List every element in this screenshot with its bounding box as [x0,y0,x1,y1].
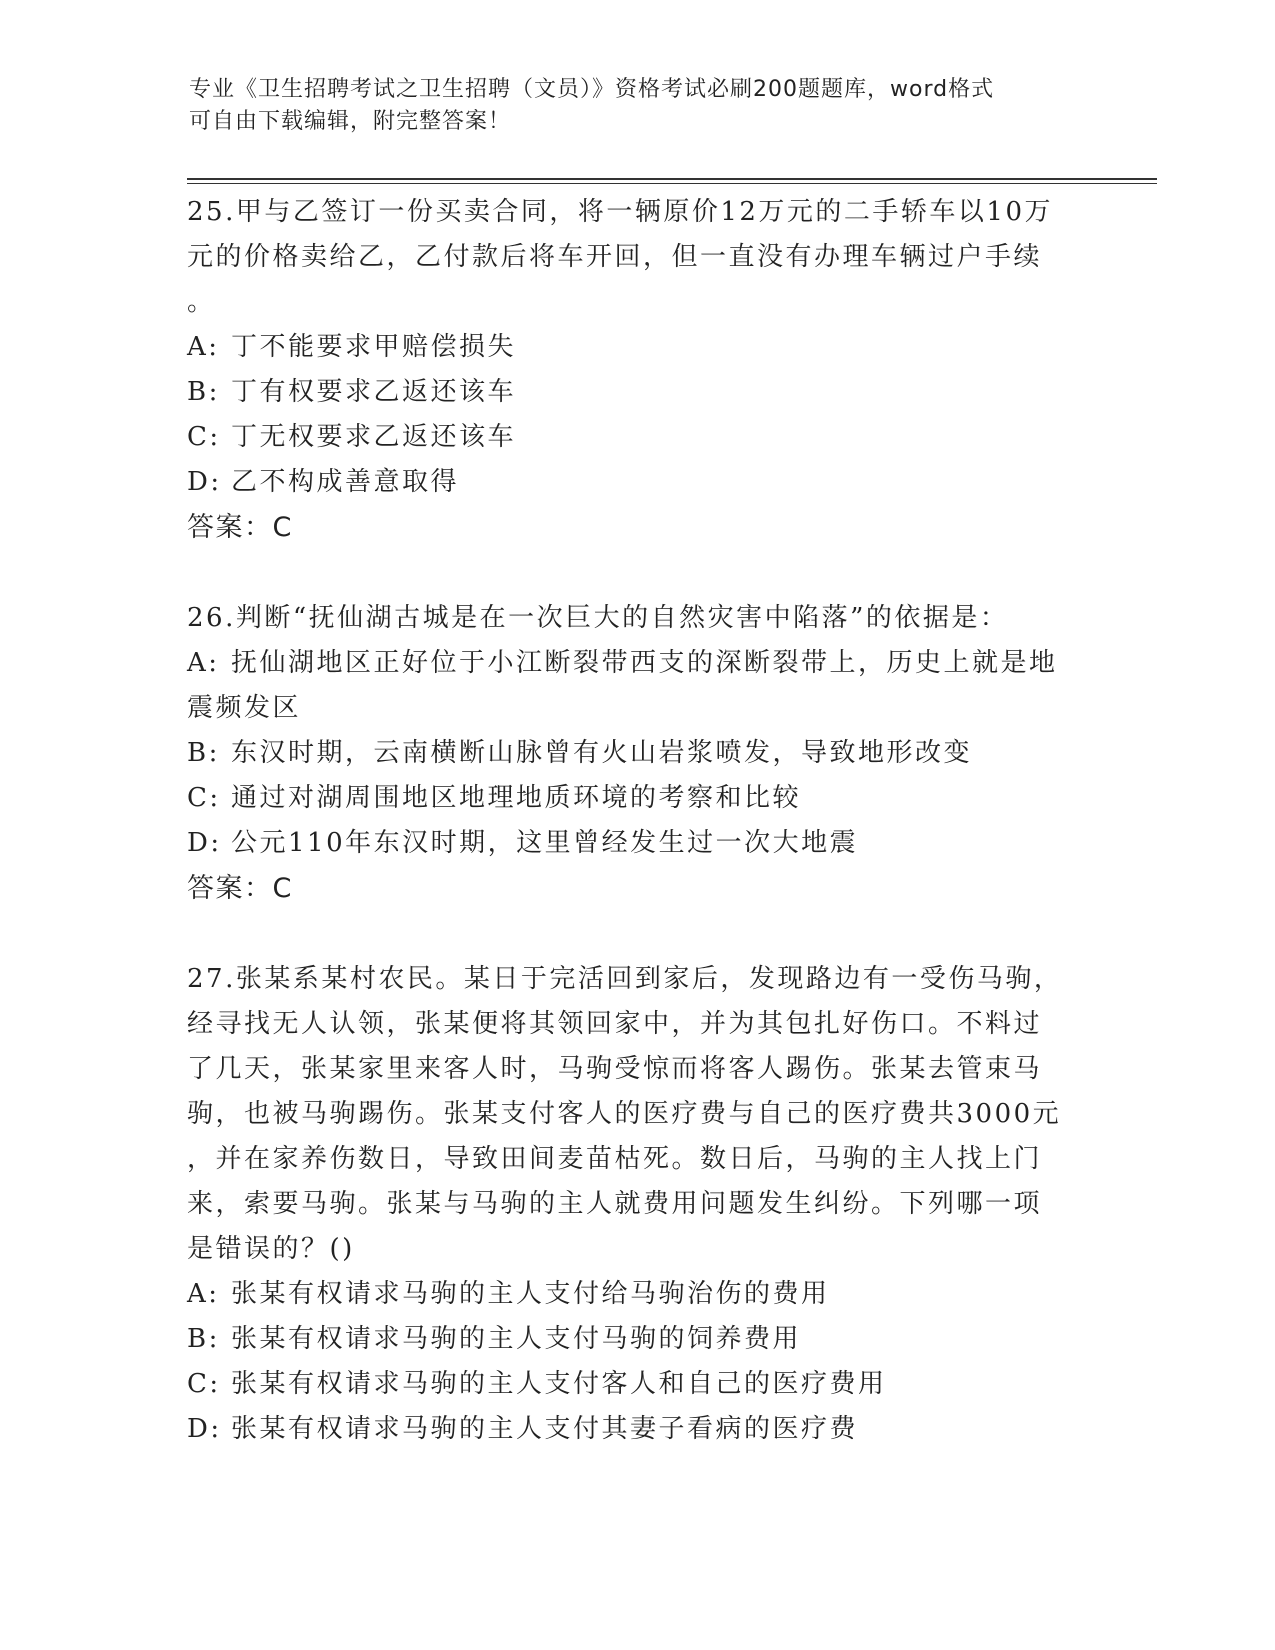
option-d [187,821,1087,866]
option-b [187,731,1087,776]
question-25 [187,190,1087,550]
question-stem-line: 驹，也被马驹踢伤。张某支付客人的医疗费与自己的医疗费共3000元 [187,1099,1062,1129]
option-text: 乙不构成善意取得 [231,467,460,497]
question-stem-line: ，并在家养伤数日，导致田间麦苗枯死。数日后，马驹的主人找上门 [187,1144,1043,1174]
option-a [187,641,1087,686]
header-line-1: 专业《卫生招聘考试之卫生招聘（文员）》资格考试必刷200题题库，word格式 [189,77,995,102]
option-letter: A: [187,1279,220,1309]
option-text: 东汉时期，云南横断山脉曾有火山岩浆喷发，导致地形改变 [231,738,973,768]
option-a [187,325,1087,370]
option-c [187,415,1087,460]
question-stem-line: 了几天，张某家里来客人时，马驹受惊而将客人踢伤。张某去管束马 [187,1054,1043,1084]
option-text: 张某有权请求马驹的主人支付给马驹治伤的费用 [231,1279,830,1309]
question-stem-line: 25.甲与乙签订一份买卖合同，将一辆原价12万元的二手轿车以10万 [187,197,1054,227]
option-letter: B: [187,738,220,768]
question-26 [187,596,1087,911]
option-letter: A: [187,332,220,362]
header-divider-thin [187,183,1157,184]
option-letter: D: [187,828,222,858]
option-b [187,1317,1087,1362]
question-stem-line: 26.判断“抚仙湖古城是在一次巨大的自然灾害中陷落”的依据是： [187,603,1009,633]
option-a-continuation: 震频发区 [187,693,302,723]
option-text: 抚仙湖地区正好位于小江断裂带西支的深断裂带上，历史上就是地 [231,648,1058,678]
option-text: 丁无权要求乙返还该车 [231,422,517,452]
option-letter: D: [187,1414,222,1444]
answer-label: 答案：C [187,873,293,904]
option-d [187,1407,1087,1452]
option-text: 张某有权请求马驹的主人支付马驹的饲养费用 [231,1324,802,1354]
question-stem-line: 。 [187,287,216,317]
document-header [189,74,1069,138]
option-b [187,370,1087,415]
option-text: 丁不能要求甲赔偿损失 [231,332,517,362]
option-letter: D: [187,467,222,497]
option-text: 通过对湖周围地区地理地质环境的考察和比较 [231,783,802,813]
option-letter: B: [187,1324,220,1354]
option-letter: C: [187,1369,221,1399]
option-letter: A: [187,648,220,678]
option-letter: B: [187,377,220,407]
question-spacer [187,911,1087,957]
question-stem-line: 经寻找无人认领，张某便将其领回家中，并为其包扎好伤口。不料过 [187,1009,1043,1039]
answer-label: 答案：C [187,512,293,543]
question-list [187,190,1087,1452]
question-stem-line: 27.张某系某村农民。某日于完活回到家后，发现路边有一受伤马驹， [187,964,1063,994]
question-stem-line: 是错误的？() [187,1234,355,1264]
option-a [187,1272,1087,1317]
option-letter: C: [187,783,221,813]
option-d [187,460,1087,505]
option-text: 张某有权请求马驹的主人支付其妻子看病的医疗费 [231,1414,859,1444]
question-stem-line: 元的价格卖给乙，乙付款后将车开回，但一直没有办理车辆过户手续 [187,242,1043,272]
question-spacer [187,550,1087,596]
question-stem-line: 来，索要马驹。张某与马驹的主人就费用问题发生纠纷。下列哪一项 [187,1189,1043,1219]
option-text: 张某有权请求马驹的主人支付客人和自己的医疗费用 [231,1369,887,1399]
option-text: 公元110年东汉时期，这里曾经发生过一次大地震 [231,828,859,858]
header-line-2: 可自由下载编辑，附完整答案！ [189,109,512,134]
option-c [187,776,1087,821]
option-c [187,1362,1087,1407]
option-letter: C: [187,422,221,452]
header-divider [187,178,1157,180]
option-text: 丁有权要求乙返还该车 [231,377,517,407]
question-27 [187,957,1087,1452]
